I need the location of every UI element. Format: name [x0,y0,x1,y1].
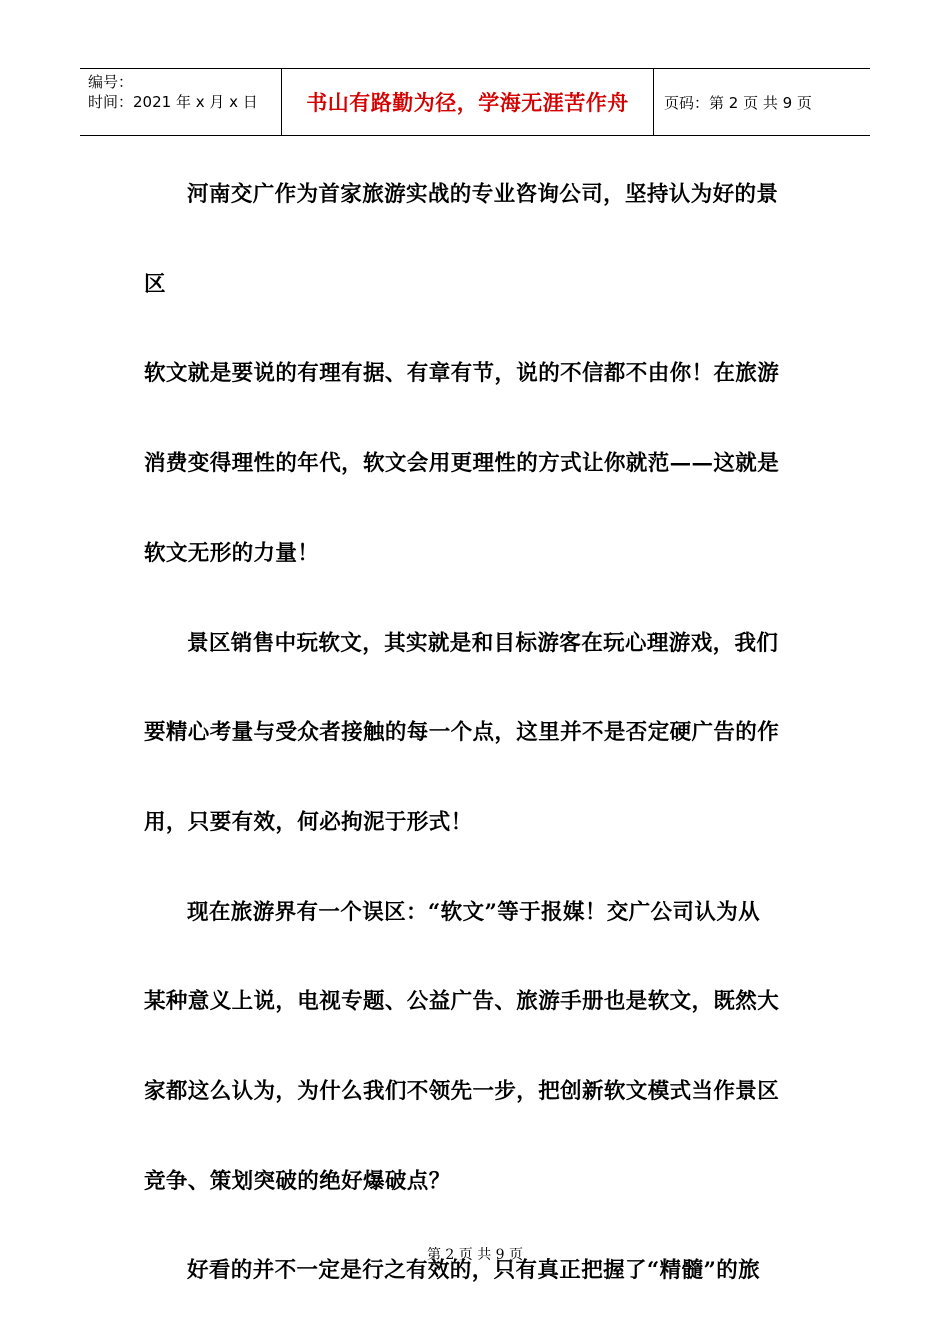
body-line: 好看的并不一定是行之有效的，只有真正把握了“精髓”的旅 [187,1258,761,1284]
page-footer: 第 2 页 共 9 页 [426,1247,524,1263]
body-line: 消费变得理性的年代，软文会用更理性的方式让你就范——这就是 [144,451,780,477]
body-line: 河南交广作为首家旅游实战的专业咨询公司，坚持认为好的景区 [144,182,779,297]
document-header [80,68,870,136]
document-body [144,150,794,1316]
header-page-info: 页码：第 2 页 共 9 页 [664,93,812,112]
body-line: 软文就是要说的有理有据、有章有节，说的不信都不由你！在旅游 [144,361,780,387]
body-line: 软文无形的力量！ [144,540,320,566]
document-number-label: 编号： [88,73,134,91]
header-motto: 书山有路勤为径，学海无涯苦作舟 [282,69,654,135]
body-line: 某种意义上说，电视专题、公益广告、旅游手册也是软文，既然大 [144,989,780,1015]
body-line: 竞争、策划突破的绝好爆破点？ [144,1168,451,1194]
document-time-label: 时间：2021 年 x 月 x 日 [88,93,258,111]
body-line: 现在旅游界有一个误区：“软文”等于报媒！交广公司认为从 [187,899,761,925]
body-line: 家都这么认为，为什么我们不领先一步，把创新软文模式当作景区 [144,1079,780,1105]
body-line: 景区销售中玩软文，其实就是和目标游客在玩心理游戏，我们 [187,630,779,656]
body-line: 用，只要有效，何必拘泥于形式！ [144,809,473,835]
header-meta [80,69,282,135]
body-line: 要精心考量与受众者接触的每一个点，这里并不是否定硬广告的作 [144,720,780,746]
